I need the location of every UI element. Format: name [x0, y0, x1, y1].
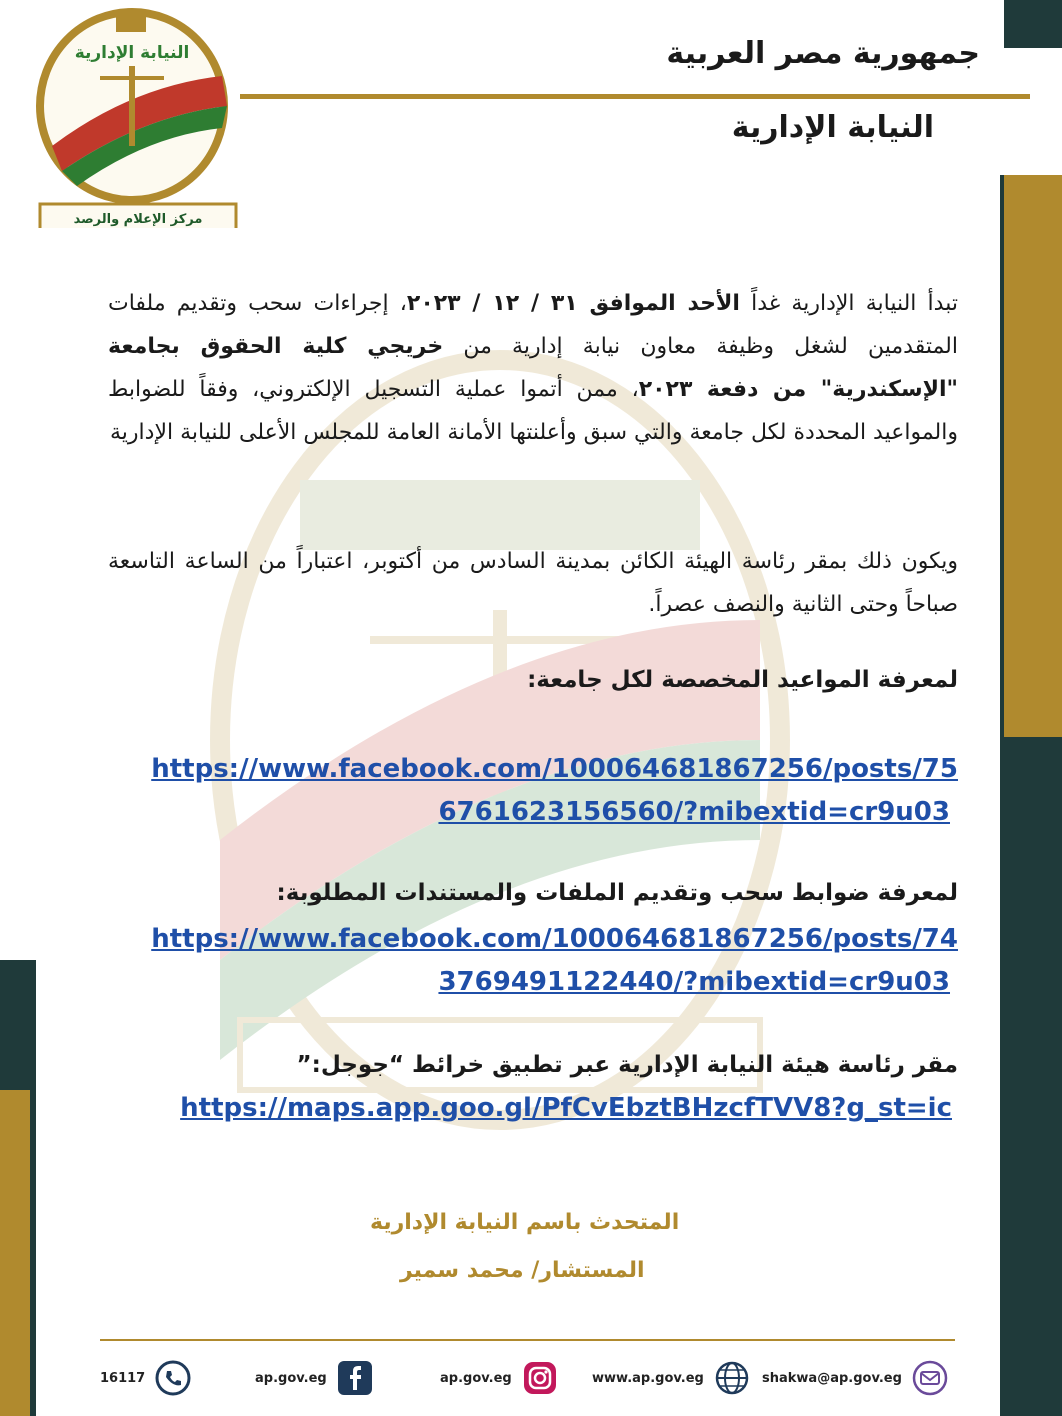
instagram-handle: ap.gov.eg — [440, 1370, 512, 1386]
date-highlight: الأحد الموافق ٣١ / ١٢ / ٢٠٢٣ — [406, 291, 740, 316]
paragraph-text: ، ممن أتموا عملية التسجيل الإلكتروني، وفقاً للضوابط والمواعيد المحددة لكل جامعة والتي سبق وأعلنتها الأمانة العامة للمجلس الأعلى للنيابة الإدارية — [108, 377, 958, 445]
facebook-handle: ap.gov.eg — [255, 1370, 327, 1386]
rules-link[interactable]: https://www.facebook.com/100064681867256/posts/74 — [151, 924, 958, 954]
announcement-paragraph — [108, 282, 958, 454]
globe-icon — [714, 1360, 750, 1396]
faculty-highlight: خريجي كلية الحقوق بجامعة "الإسكندرية" من دفعة ٢٠٢٣ — [108, 334, 958, 402]
map-heading: مقر رئاسة هيئة النيابة الإدارية عبر تطبيق خرائط “جوجل:” — [296, 1052, 958, 1078]
paragraph-text: ، إجراءات سحب وتقديم ملفات المتقدمين لشغل وظيفة معاون نيابة إدارية من — [108, 291, 958, 359]
paragraph-text: تبدأ النيابة الإدارية غداً — [739, 291, 958, 316]
location-paragraph: ويكون ذلك بمقر رئاسة الهيئة الكائن بمدينة السادس من أكتوبر، اعتباراً من الساعة التاسعة صباحاً وحتى الثانية والنصف عصراً. — [108, 549, 958, 617]
dates-heading: لمعرفة المواعيد المخصصة لكل جامعة: — [527, 667, 958, 693]
signature-title: المتحدث باسم النيابة الإدارية — [370, 1210, 680, 1235]
rules-link-continued[interactable]: 3769491122440/?mibextid=cr9u03 — [438, 967, 950, 997]
email-address: shakwa@ap.gov.eg — [762, 1370, 902, 1386]
dates-link[interactable]: https://www.facebook.com/100064681867256/posts/75 — [151, 754, 958, 784]
logo-title: النيابة الإدارية — [74, 43, 190, 63]
instagram-icon — [522, 1360, 558, 1396]
right-gold-band — [1004, 175, 1062, 737]
phone-icon — [155, 1360, 191, 1396]
mail-icon — [912, 1360, 948, 1396]
website-url: www.ap.gov.eg — [592, 1370, 704, 1386]
logo-caption: مركز الإعلام والرصد — [73, 212, 203, 227]
left-gold-band — [0, 1090, 30, 1416]
signature-name: المستشار/ محمد سمير — [400, 1258, 645, 1283]
agency-title: النيابة الإدارية — [731, 110, 934, 145]
corner-decoration — [1004, 0, 1062, 48]
facebook-icon — [337, 1360, 373, 1396]
footer-facebook[interactable] — [255, 1356, 373, 1400]
dates-link-continued[interactable]: 6761623156560/?mibextid=cr9u03 — [438, 797, 950, 827]
footer-instagram[interactable] — [440, 1356, 558, 1400]
agency-logo — [22, 6, 242, 228]
header-divider — [240, 94, 1030, 99]
footer-phone[interactable] — [100, 1356, 191, 1400]
footer-contacts — [100, 1356, 960, 1400]
rules-heading: لمعرفة ضوابط سحب وتقديم الملفات والمستندات المطلوبة: — [276, 880, 958, 906]
footer-website[interactable] — [592, 1356, 750, 1400]
footer-divider — [100, 1339, 955, 1341]
country-title: جمهورية مصر العربية — [666, 36, 980, 71]
footer-email[interactable] — [762, 1356, 948, 1400]
map-link[interactable]: https://maps.app.goo.gl/PfCvEbztBHzcfTVV8?g_st=ic — [180, 1093, 952, 1123]
phone-number: 16117 — [100, 1370, 146, 1386]
